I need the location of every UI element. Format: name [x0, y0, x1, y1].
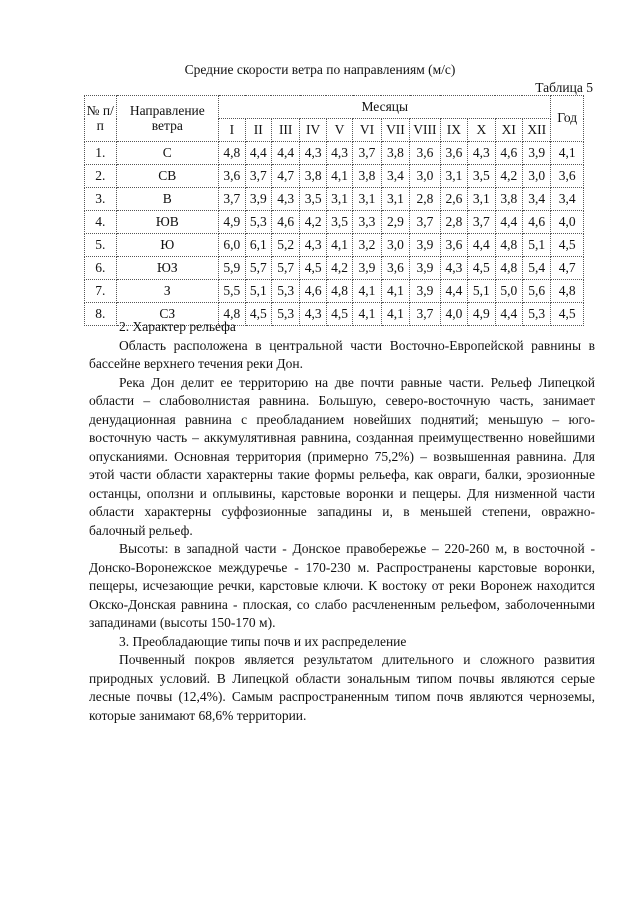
- speed-value: 4,3: [300, 142, 326, 165]
- row-number: 3.: [85, 188, 117, 211]
- speed-value: 3,8: [353, 165, 381, 188]
- month-header: XI: [495, 119, 522, 142]
- wind-speed-table: [84, 95, 584, 326]
- speed-value: 4,3: [300, 234, 326, 257]
- month-header: I: [219, 119, 245, 142]
- speed-value: 3,5: [300, 188, 326, 211]
- speed-value: 4,6: [300, 280, 326, 303]
- row-number: 6.: [85, 257, 117, 280]
- speed-value: 4,4: [245, 142, 271, 165]
- speed-value: 3,7: [245, 165, 271, 188]
- speed-value: 4,9: [468, 303, 495, 326]
- speed-value: 3,1: [440, 165, 467, 188]
- speed-value: 3,9: [245, 188, 271, 211]
- speed-value: 4,8: [219, 142, 245, 165]
- speed-value: 4,4: [271, 142, 299, 165]
- speed-value: 4,6: [271, 211, 299, 234]
- speed-value: 3,7: [410, 303, 440, 326]
- paragraph: Область расположена в центральной части Восточно-Европейской равнины в бассейне верхнего течения реки Дон.: [89, 337, 595, 371]
- speed-value: 5,7: [271, 257, 299, 280]
- wind-direction: СВ: [116, 165, 219, 188]
- speed-value: 5,3: [271, 280, 299, 303]
- wind-direction: ЮЗ: [116, 257, 219, 280]
- speed-value: 4,3: [271, 188, 299, 211]
- speed-value: 4,5: [300, 257, 326, 280]
- speed-value: 5,5: [219, 280, 245, 303]
- speed-value: 4,8: [219, 303, 245, 326]
- section-heading-relief: 2. Характер рельефа: [119, 319, 236, 334]
- speed-value: 3,3: [353, 211, 381, 234]
- header-months-group: Месяцы: [219, 96, 551, 119]
- speed-value: 3,7: [410, 211, 440, 234]
- speed-value: 4,1: [381, 303, 409, 326]
- speed-value: 4,1: [353, 280, 381, 303]
- month-header: IV: [300, 119, 326, 142]
- year-value: 4,8: [551, 280, 584, 303]
- speed-value: 3,6: [440, 142, 467, 165]
- speed-value: 3,1: [381, 188, 409, 211]
- table-body: [85, 142, 584, 326]
- month-header: VIII: [410, 119, 440, 142]
- speed-value: 3,8: [381, 142, 409, 165]
- table-row: [85, 165, 584, 188]
- table-row: [85, 234, 584, 257]
- speed-value: 5,6: [522, 280, 550, 303]
- speed-value: 3,0: [522, 165, 550, 188]
- speed-value: 5,3: [271, 303, 299, 326]
- speed-value: 3,8: [495, 188, 522, 211]
- table-caption: Средние скорости ветра по направлениям (м/с): [184, 62, 456, 77]
- wind-direction: В: [116, 188, 219, 211]
- year-value: 4,5: [551, 234, 584, 257]
- month-header: IX: [440, 119, 467, 142]
- speed-value: 3,7: [353, 142, 381, 165]
- year-value: 3,4: [551, 188, 584, 211]
- row-number: 4.: [85, 211, 117, 234]
- speed-value: 5,0: [495, 280, 522, 303]
- year-value: 4,5: [551, 303, 584, 326]
- speed-value: 4,1: [326, 165, 352, 188]
- paragraph: Высоты: в западной части - Донское правобережье – 220-260 м, в восточной - Донско-Воронежское междуречье - 170-230 м. Распространены карстовые воронки, пещеры, исчезающие речки, карстовые ключи. К востоку от реки Воронеж находится Окско-Донская равнина - плоская, со слабо расчлененным рельефом, заболоченными западинами (высоты 150-170 м).: [89, 541, 595, 630]
- speed-value: 4,1: [381, 280, 409, 303]
- table-row: [85, 188, 584, 211]
- speed-value: 4,3: [300, 303, 326, 326]
- year-value: 4,7: [551, 257, 584, 280]
- speed-value: 3,9: [410, 257, 440, 280]
- speed-value: 3,9: [353, 257, 381, 280]
- speed-value: 2,6: [440, 188, 467, 211]
- speed-value: 4,5: [326, 303, 352, 326]
- speed-value: 4,1: [353, 303, 381, 326]
- speed-value: 3,0: [410, 165, 440, 188]
- speed-value: 5,9: [219, 257, 245, 280]
- month-header: XII: [522, 119, 550, 142]
- table-row: [85, 257, 584, 280]
- speed-value: 4,5: [468, 257, 495, 280]
- speed-value: 4,0: [440, 303, 467, 326]
- speed-value: 3,8: [300, 165, 326, 188]
- speed-value: 4,4: [495, 303, 522, 326]
- speed-value: 3,6: [410, 142, 440, 165]
- speed-value: 4,3: [440, 257, 467, 280]
- speed-value: 3,1: [468, 188, 495, 211]
- speed-value: 4,8: [495, 257, 522, 280]
- speed-value: 4,4: [495, 211, 522, 234]
- speed-value: 5,1: [245, 280, 271, 303]
- month-header: V: [326, 119, 352, 142]
- speed-value: 3,9: [410, 280, 440, 303]
- speed-value: 3,4: [381, 165, 409, 188]
- speed-value: 4,8: [326, 280, 352, 303]
- month-header: VI: [353, 119, 381, 142]
- speed-value: 3,1: [353, 188, 381, 211]
- speed-value: 4,2: [300, 211, 326, 234]
- speed-value: 4,4: [468, 234, 495, 257]
- wind-direction: ЮВ: [116, 211, 219, 234]
- speed-value: 3,7: [468, 211, 495, 234]
- speed-value: 5,7: [245, 257, 271, 280]
- speed-value: 3,6: [381, 257, 409, 280]
- speed-value: 4,6: [522, 211, 550, 234]
- speed-value: 6,1: [245, 234, 271, 257]
- speed-value: 4,9: [219, 211, 245, 234]
- wind-direction: СЗ: [116, 303, 219, 326]
- speed-value: 4,1: [326, 234, 352, 257]
- speed-value: 6,0: [219, 234, 245, 257]
- speed-value: 4,3: [468, 142, 495, 165]
- row-number: 5.: [85, 234, 117, 257]
- month-header: III: [271, 119, 299, 142]
- speed-value: 3,2: [353, 234, 381, 257]
- row-number: 8.: [85, 303, 117, 326]
- section-heading-soils: 3. Преобладающие типы почв и их распределение: [119, 633, 407, 649]
- table-label: Таблица 5: [535, 80, 593, 95]
- speed-value: 2,9: [381, 211, 409, 234]
- table-row: [85, 142, 584, 165]
- speed-value: 4,7: [271, 165, 299, 188]
- speed-value: 4,2: [495, 165, 522, 188]
- speed-value: 5,1: [522, 234, 550, 257]
- wind-direction: Ю: [116, 234, 219, 257]
- speed-value: 4,4: [440, 280, 467, 303]
- speed-value: 5,3: [245, 211, 271, 234]
- speed-value: 4,2: [326, 257, 352, 280]
- year-value: 4,1: [551, 142, 584, 165]
- speed-value: 2,8: [410, 188, 440, 211]
- header-direction: Направление ветра: [116, 96, 219, 142]
- speed-value: 5,4: [522, 257, 550, 280]
- month-header: VII: [381, 119, 409, 142]
- speed-value: 4,8: [495, 234, 522, 257]
- speed-value: 3,0: [381, 234, 409, 257]
- speed-value: 4,3: [326, 142, 352, 165]
- year-value: 3,6: [551, 165, 584, 188]
- row-number: 2.: [85, 165, 117, 188]
- wind-direction: С: [116, 142, 219, 165]
- wind-direction: З: [116, 280, 219, 303]
- speed-value: 3,9: [522, 142, 550, 165]
- row-number: 1.: [85, 142, 117, 165]
- speed-value: 3,9: [410, 234, 440, 257]
- row-number: 7.: [85, 280, 117, 303]
- speed-value: 3,4: [522, 188, 550, 211]
- speed-value: 3,6: [440, 234, 467, 257]
- speed-value: 4,6: [495, 142, 522, 165]
- speed-value: 2,8: [440, 211, 467, 234]
- speed-value: 3,6: [219, 165, 245, 188]
- speed-value: 5,3: [522, 303, 550, 326]
- speed-value: 3,5: [468, 165, 495, 188]
- paragraph: Река Дон делит ее территорию на две почти равные части. Рельеф Липецкой области – слабоволнистая равнина. Большую, северо-восточную часть, занимает денудационная равнина с преобладанием новейших поднятий; меньшую – юго-восточную часть – аккумулятивная равнина, созданная преимущественно новейшими опусканиями. Основная территория (примерно 75,2%) – возвышенная равнина. Для этой части области характерны такие формы рельефа, как овраги, балки, эрозионные останцы, оползни и оплывины, карстовые воронки и пещеры. Для низменной части области характерны суффозионные западины и, в меньшей степени, овражно-балочный рельеф.: [89, 374, 595, 538]
- speed-value: 3,1: [326, 188, 352, 211]
- table-row: [85, 211, 584, 234]
- year-value: 4,0: [551, 211, 584, 234]
- header-year: Год: [551, 96, 584, 142]
- speed-value: 3,5: [326, 211, 352, 234]
- month-header: X: [468, 119, 495, 142]
- paragraph: Почвенный покров является результатом длительного и сложного развития природных условий. В Липецкой области зональным типом почвы являются серые лесные почвы (12,4%). Самым распространенным типом почв являются черноземы, которые занимают 68,6% территории.: [89, 652, 595, 723]
- speed-value: 5,1: [468, 280, 495, 303]
- body-text: [89, 318, 595, 725]
- header-num: № п/п: [85, 96, 117, 142]
- table-row: [85, 280, 584, 303]
- speed-value: 4,5: [245, 303, 271, 326]
- speed-value: 5,2: [271, 234, 299, 257]
- month-header: II: [245, 119, 271, 142]
- speed-value: 3,7: [219, 188, 245, 211]
